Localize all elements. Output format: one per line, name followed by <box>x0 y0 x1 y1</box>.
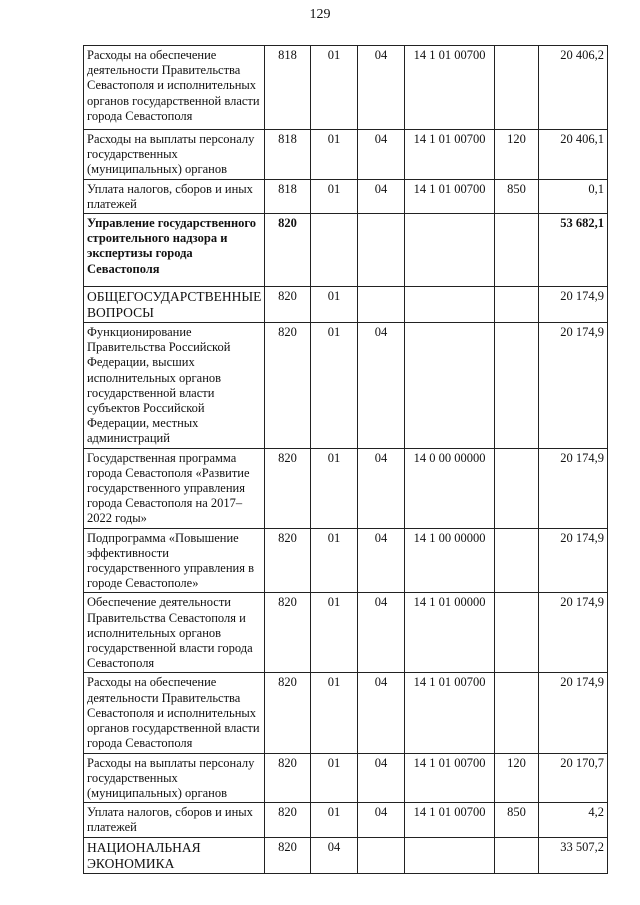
expense-type-code-cell <box>495 593 539 673</box>
amount-cell: 53 682,1 <box>539 214 608 287</box>
section-code-cell: 04 <box>311 837 358 873</box>
amount-cell: 20 174,9 <box>539 673 608 753</box>
target-article-code-cell: 14 1 01 00000 <box>405 593 495 673</box>
expense-type-code-cell <box>495 673 539 753</box>
section-code-cell <box>311 214 358 287</box>
target-article-code-cell <box>405 287 495 323</box>
amount-cell: 0,1 <box>539 179 608 213</box>
expense-name-cell: Управление государственного строительного надзора и экспертизы города Севастополя <box>84 214 265 287</box>
amount-cell: 20 174,9 <box>539 287 608 323</box>
table-row <box>84 837 608 873</box>
subsection-code-cell: 04 <box>358 753 405 803</box>
table-row <box>84 528 608 593</box>
table-row <box>84 179 608 213</box>
expense-name-cell: Расходы на выплаты персоналу государственных (муниципальных) органов <box>84 753 265 803</box>
target-article-code-cell: 14 1 01 00700 <box>405 673 495 753</box>
section-code-cell: 01 <box>311 803 358 837</box>
expense-name-cell: Функционирование Правительства Российской Федерации, высших исполнительных органов государственной власти субъектов Российской Федерации, местных администраций <box>84 323 265 449</box>
expense-name-cell: Расходы на обеспечение деятельности Правительства Севастополя и исполнительных органов государственной власти города Севастополя <box>84 673 265 753</box>
expense-name-cell: Подпрограмма «Повышение эффективности государственного управления в городе Севастополе» <box>84 528 265 593</box>
target-article-code-cell: 14 1 00 00000 <box>405 528 495 593</box>
expense-type-code-cell <box>495 214 539 287</box>
expense-type-code-cell <box>495 46 539 130</box>
table-row <box>84 287 608 323</box>
ministry-code-cell: 818 <box>265 46 311 130</box>
target-article-code-cell <box>405 214 495 287</box>
expense-type-code-cell <box>495 287 539 323</box>
section-code-cell: 01 <box>311 179 358 213</box>
ministry-code-cell: 820 <box>265 323 311 449</box>
table-row <box>84 753 608 803</box>
subsection-code-cell: 04 <box>358 179 405 213</box>
table-row <box>84 673 608 753</box>
expense-name-cell: Расходы на выплаты персоналу государственных (муниципальных) органов <box>84 130 265 180</box>
amount-cell: 20 174,9 <box>539 448 608 528</box>
ministry-code-cell: 820 <box>265 448 311 528</box>
amount-cell: 20 174,9 <box>539 593 608 673</box>
amount-cell: 20 170,7 <box>539 753 608 803</box>
expense-name-cell: ОБЩЕГОСУДАРСТВЕННЫЕ ВОПРОСЫ <box>84 287 265 323</box>
amount-cell: 20 174,9 <box>539 323 608 449</box>
section-code-cell: 01 <box>311 448 358 528</box>
section-code-cell: 01 <box>311 287 358 323</box>
amount-cell: 33 507,2 <box>539 837 608 873</box>
amount-cell: 20 174,9 <box>539 528 608 593</box>
table-row <box>84 214 608 287</box>
expense-type-code-cell <box>495 528 539 593</box>
ministry-code-cell: 820 <box>265 753 311 803</box>
table-row <box>84 323 608 449</box>
subsection-code-cell <box>358 214 405 287</box>
amount-cell: 20 406,2 <box>539 46 608 130</box>
section-code-cell: 01 <box>311 593 358 673</box>
section-code-cell: 01 <box>311 323 358 449</box>
expense-type-code-cell: 120 <box>495 753 539 803</box>
amount-cell: 4,2 <box>539 803 608 837</box>
subsection-code-cell: 04 <box>358 448 405 528</box>
ministry-code-cell: 820 <box>265 673 311 753</box>
table-row <box>84 46 608 130</box>
target-article-code-cell <box>405 837 495 873</box>
target-article-code-cell: 14 1 01 00700 <box>405 130 495 180</box>
expense-type-code-cell: 120 <box>495 130 539 180</box>
target-article-code-cell: 14 1 01 00700 <box>405 46 495 130</box>
subsection-code-cell: 04 <box>358 323 405 449</box>
page-number: 129 <box>309 7 331 22</box>
subsection-code-cell: 04 <box>358 46 405 130</box>
subsection-code-cell <box>358 287 405 323</box>
amount-cell: 20 406,1 <box>539 130 608 180</box>
budget-table <box>83 45 608 874</box>
expense-type-code-cell <box>495 323 539 449</box>
section-code-cell: 01 <box>311 528 358 593</box>
ministry-code-cell: 820 <box>265 837 311 873</box>
ministry-code-cell: 818 <box>265 179 311 213</box>
expense-type-code-cell: 850 <box>495 803 539 837</box>
expense-name-cell: НАЦИОНАЛЬНАЯ ЭКОНОМИКА <box>84 837 265 873</box>
ministry-code-cell: 820 <box>265 803 311 837</box>
table-row <box>84 593 608 673</box>
expense-type-code-cell <box>495 837 539 873</box>
subsection-code-cell: 04 <box>358 130 405 180</box>
expense-name-cell: Уплата налогов, сборов и иных платежей <box>84 803 265 837</box>
subsection-code-cell: 04 <box>358 803 405 837</box>
subsection-code-cell: 04 <box>358 528 405 593</box>
subsection-code-cell: 04 <box>358 673 405 753</box>
subsection-code-cell <box>358 837 405 873</box>
ministry-code-cell: 820 <box>265 214 311 287</box>
section-code-cell: 01 <box>311 46 358 130</box>
ministry-code-cell: 820 <box>265 593 311 673</box>
expense-name-cell: Обеспечение деятельности Правительства Севастополя и исполнительных органов государственной власти города Севастополя <box>84 593 265 673</box>
target-article-code-cell: 14 0 00 00000 <box>405 448 495 528</box>
target-article-code-cell: 14 1 01 00700 <box>405 803 495 837</box>
expense-name-cell: Государственная программа города Севастополя «Развитие государственного управления города Севастополя на 2017–2022 годы» <box>84 448 265 528</box>
target-article-code-cell: 14 1 01 00700 <box>405 753 495 803</box>
section-code-cell: 01 <box>311 130 358 180</box>
expense-type-code-cell <box>495 448 539 528</box>
expense-type-code-cell: 850 <box>495 179 539 213</box>
target-article-code-cell <box>405 323 495 449</box>
table-row <box>84 803 608 837</box>
expense-name-cell: Расходы на обеспечение деятельности Правительства Севастополя и исполнительных органов государственной власти города Севастополя <box>84 46 265 130</box>
section-code-cell: 01 <box>311 753 358 803</box>
table-row <box>84 448 608 528</box>
ministry-code-cell: 820 <box>265 287 311 323</box>
expense-name-cell: Уплата налогов, сборов и иных платежей <box>84 179 265 213</box>
ministry-code-cell: 818 <box>265 130 311 180</box>
table-row <box>84 130 608 180</box>
section-code-cell: 01 <box>311 673 358 753</box>
ministry-code-cell: 820 <box>265 528 311 593</box>
subsection-code-cell: 04 <box>358 593 405 673</box>
target-article-code-cell: 14 1 01 00700 <box>405 179 495 213</box>
